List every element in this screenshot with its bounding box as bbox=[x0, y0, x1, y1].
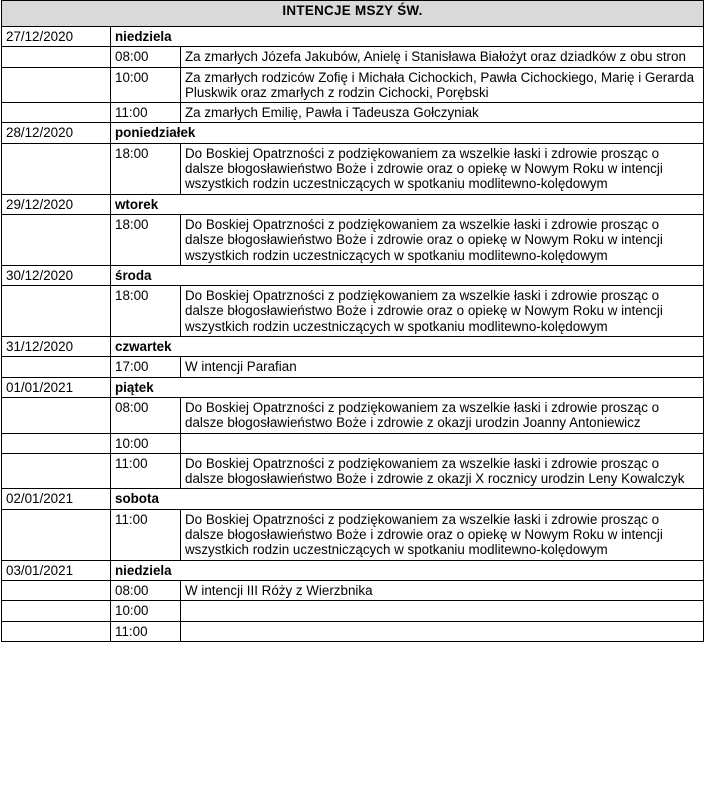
mass-time: 18:00 bbox=[111, 286, 181, 337]
mass-intention bbox=[181, 433, 704, 453]
day-row bbox=[2, 560, 704, 580]
weekday-cell: poniedziałek bbox=[111, 123, 704, 143]
empty-date-cell bbox=[2, 214, 111, 265]
day-row bbox=[2, 377, 704, 397]
mass-intention: Do Boskiej Opatrzności z podziękowaniem za wszelkie łaski i zdrowie prosząc o dalsze błogosławieństwo Boże i zdrowie oraz o opiekę w Nowym Roku w intencji wszystkich rodzin uczestniczących w spotkaniu modlitewno-kolędowym bbox=[181, 143, 704, 194]
weekday-cell: piątek bbox=[111, 377, 704, 397]
day-row bbox=[2, 27, 704, 47]
day-row bbox=[2, 123, 704, 143]
date-cell: 27/12/2020 bbox=[2, 27, 111, 47]
mass-time: 17:00 bbox=[111, 357, 181, 377]
empty-date-cell bbox=[2, 397, 111, 433]
day-row bbox=[2, 489, 704, 509]
mass-time: 18:00 bbox=[111, 143, 181, 194]
date-cell: 02/01/2021 bbox=[2, 489, 111, 509]
mass-row bbox=[2, 103, 704, 123]
mass-time: 10:00 bbox=[111, 601, 181, 621]
mass-time: 11:00 bbox=[111, 453, 181, 489]
empty-date-cell bbox=[2, 357, 111, 377]
weekday-cell: wtorek bbox=[111, 194, 704, 214]
date-cell: 29/12/2020 bbox=[2, 194, 111, 214]
weekday-cell: środa bbox=[111, 265, 704, 285]
mass-time: 18:00 bbox=[111, 214, 181, 265]
mass-time: 11:00 bbox=[111, 509, 181, 560]
mass-intentions-table bbox=[1, 0, 704, 642]
mass-intention: Za zmarłych Józefa Jakubów, Anielę i Stanisława Białożyt oraz dziadków z obu stron bbox=[181, 47, 704, 67]
mass-row bbox=[2, 143, 704, 194]
date-cell: 30/12/2020 bbox=[2, 265, 111, 285]
mass-intention: Za zmarłych Emilię, Pawła i Tadeusza Gołczyniak bbox=[181, 103, 704, 123]
empty-date-cell bbox=[2, 433, 111, 453]
mass-intention: W intencji III Róży z Wierzbnika bbox=[181, 580, 704, 600]
mass-row bbox=[2, 453, 704, 489]
title-row bbox=[2, 1, 704, 27]
mass-intention: Za zmarłych rodziców Zofię i Michała Cichockich, Pawła Cichockiego, Marię i Gerarda Pluskwik oraz zmarłych z rodzin Cichocki, Porębski bbox=[181, 67, 704, 103]
mass-row bbox=[2, 580, 704, 600]
empty-date-cell bbox=[2, 286, 111, 337]
empty-date-cell bbox=[2, 143, 111, 194]
date-cell: 31/12/2020 bbox=[2, 337, 111, 357]
empty-date-cell bbox=[2, 509, 111, 560]
page-title: INTENCJE MSZY ŚW. bbox=[2, 1, 704, 27]
empty-date-cell bbox=[2, 67, 111, 103]
date-cell: 03/01/2021 bbox=[2, 560, 111, 580]
weekday-cell: niedziela bbox=[111, 27, 704, 47]
mass-row bbox=[2, 601, 704, 621]
empty-date-cell bbox=[2, 621, 111, 641]
mass-intention: Do Boskiej Opatrzności z podziękowaniem za wszelkie łaski i zdrowie prosząc o dalsze błogosławieństwo Boże i zdrowie z okazji X rocznicy urodzin Leny Kowalczyk bbox=[181, 453, 704, 489]
empty-date-cell bbox=[2, 580, 111, 600]
mass-row bbox=[2, 397, 704, 433]
empty-date-cell bbox=[2, 453, 111, 489]
weekday-cell: sobota bbox=[111, 489, 704, 509]
mass-row bbox=[2, 621, 704, 641]
empty-date-cell bbox=[2, 103, 111, 123]
mass-time: 10:00 bbox=[111, 67, 181, 103]
mass-row bbox=[2, 509, 704, 560]
mass-intention: W intencji Parafian bbox=[181, 357, 704, 377]
empty-date-cell bbox=[2, 47, 111, 67]
mass-time: 11:00 bbox=[111, 103, 181, 123]
weekday-cell: czwartek bbox=[111, 337, 704, 357]
empty-date-cell bbox=[2, 601, 111, 621]
weekday-cell: niedziela bbox=[111, 560, 704, 580]
mass-time: 11:00 bbox=[111, 621, 181, 641]
mass-intention: Do Boskiej Opatrzności z podziękowaniem za wszelkie łaski i zdrowie prosząc o dalsze błogosławieństwo Boże i zdrowie z okazji urodzin Joanny Antoniewicz bbox=[181, 397, 704, 433]
mass-time: 08:00 bbox=[111, 47, 181, 67]
mass-intention: Do Boskiej Opatrzności z podziękowaniem za wszelkie łaski i zdrowie prosząc o dalsze błogosławieństwo Boże i zdrowie oraz o opiekę w Nowym Roku w intencji wszystkich rodzin uczestniczących w spotkaniu modlitewno-kolędowym bbox=[181, 214, 704, 265]
date-cell: 28/12/2020 bbox=[2, 123, 111, 143]
mass-intention bbox=[181, 601, 704, 621]
day-row bbox=[2, 337, 704, 357]
mass-row bbox=[2, 286, 704, 337]
day-row bbox=[2, 265, 704, 285]
mass-intention bbox=[181, 621, 704, 641]
mass-row bbox=[2, 67, 704, 103]
mass-intention: Do Boskiej Opatrzności z podziękowaniem za wszelkie łaski i zdrowie prosząc o dalsze błogosławieństwo Boże i zdrowie oraz o opiekę w Nowym Roku w intencji wszystkich rodzin uczestniczących w spotkaniu modlitewno-kolędowym bbox=[181, 286, 704, 337]
mass-intention: Do Boskiej Opatrzności z podziękowaniem za wszelkie łaski i zdrowie prosząc o dalsze błogosławieństwo Boże i zdrowie oraz o opiekę w Nowym Roku w intencji wszystkich rodzin uczestniczących w spotkaniu modlitewno-kolędowym bbox=[181, 509, 704, 560]
date-cell: 01/01/2021 bbox=[2, 377, 111, 397]
schedule-body bbox=[2, 1, 704, 642]
mass-row bbox=[2, 357, 704, 377]
mass-row bbox=[2, 214, 704, 265]
mass-row bbox=[2, 433, 704, 453]
mass-time: 08:00 bbox=[111, 580, 181, 600]
day-row bbox=[2, 194, 704, 214]
mass-time: 10:00 bbox=[111, 433, 181, 453]
mass-row bbox=[2, 47, 704, 67]
mass-time: 08:00 bbox=[111, 397, 181, 433]
